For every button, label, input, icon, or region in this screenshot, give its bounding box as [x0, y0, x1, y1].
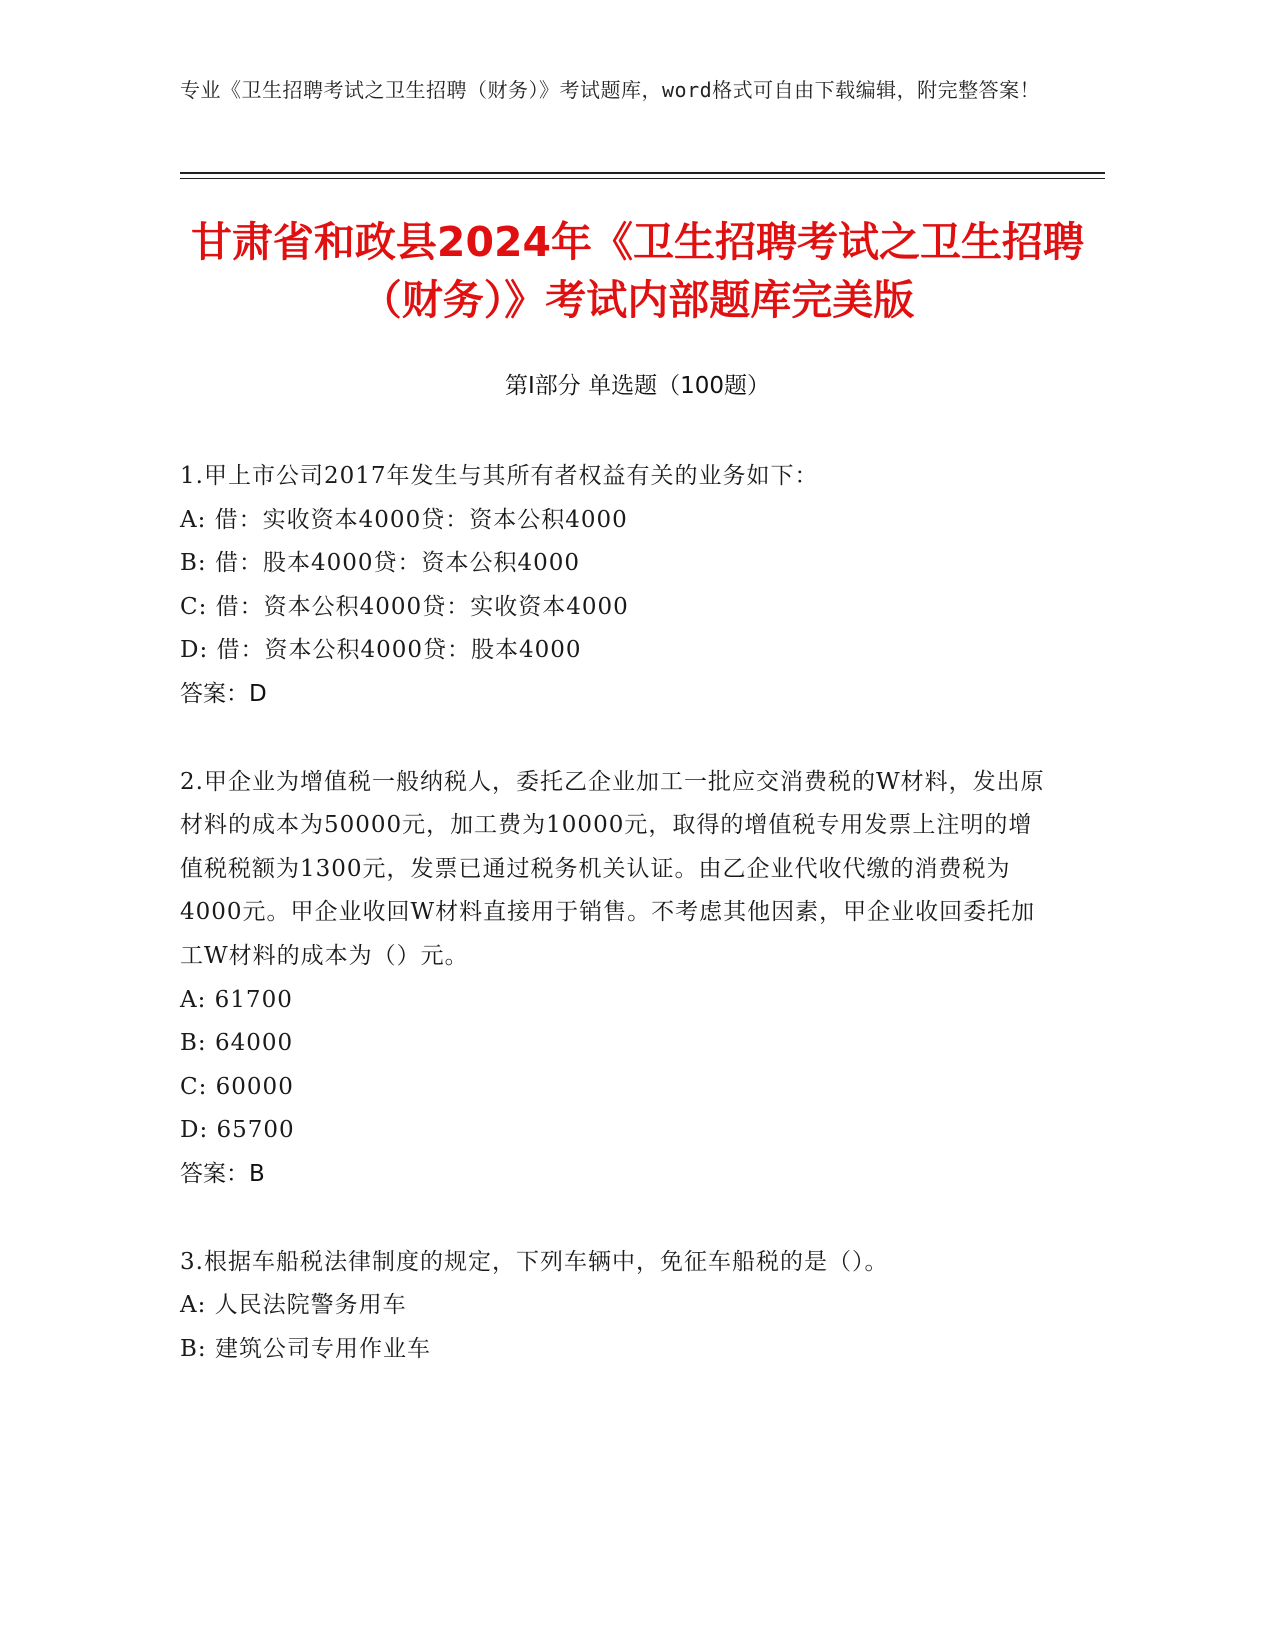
option-b: B: 借：股本4000贷：资本公积4000 — [180, 550, 581, 577]
answer: 答案：D — [180, 680, 267, 707]
option-a: A: 借：实收资本4000贷：资本公积4000 — [180, 506, 628, 533]
question-1 — [180, 455, 1050, 717]
header-divider-thin — [180, 178, 1105, 179]
question-2 — [180, 761, 1050, 1197]
question-stem: 2.甲企业为增值税一般纳税人，委托乙企业加工一批应交消费税的W材料，发出原材料的成本为50000元，加工费为10000元，取得的增值税专用发票上注明的增值税税额为1300元，发票已通过税务机关认证。由乙企业代收代缴的消费税为4000元。甲企业收回W材料直接用于销售。不考虑其他因素，甲企业收回委托加工W材料的成本为（）元。 — [180, 768, 1045, 969]
option-d: D: 借：资本公积4000贷：股本4000 — [180, 637, 582, 664]
header-note: 专业《卫生招聘考试之卫生招聘（财务）》考试题库，word格式可自由下载编辑，附完整答案！ — [180, 78, 1041, 102]
question-3 — [180, 1241, 1050, 1372]
header-divider-thick — [180, 172, 1105, 174]
section-title: 第Ⅰ部分 单选题（100题） — [505, 373, 770, 399]
option-a: A: 61700 — [180, 986, 293, 1013]
option-c: C: 60000 — [180, 1073, 294, 1100]
option-d: D: 65700 — [180, 1117, 295, 1144]
question-stem: 3.根据车船税法律制度的规定，下列车辆中，免征车船税的是（）。 — [180, 1248, 889, 1275]
option-b: B: 建筑公司专用作业车 — [180, 1335, 431, 1362]
option-b: B: 64000 — [180, 1030, 294, 1057]
document-title: 甘肃省和政县2024年《卫生招聘考试之卫生招聘（财务）》考试内部题库完美版 — [190, 218, 1085, 324]
option-c: C: 借：资本公积4000贷：实收资本4000 — [180, 593, 629, 620]
answer: 答案：B — [180, 1160, 265, 1187]
question-list — [180, 455, 1050, 1415]
option-a: A: 人民法院警务用车 — [180, 1292, 407, 1319]
question-stem: 1.甲上市公司2017年发生与其所有者权益有关的业务如下： — [180, 463, 819, 489]
